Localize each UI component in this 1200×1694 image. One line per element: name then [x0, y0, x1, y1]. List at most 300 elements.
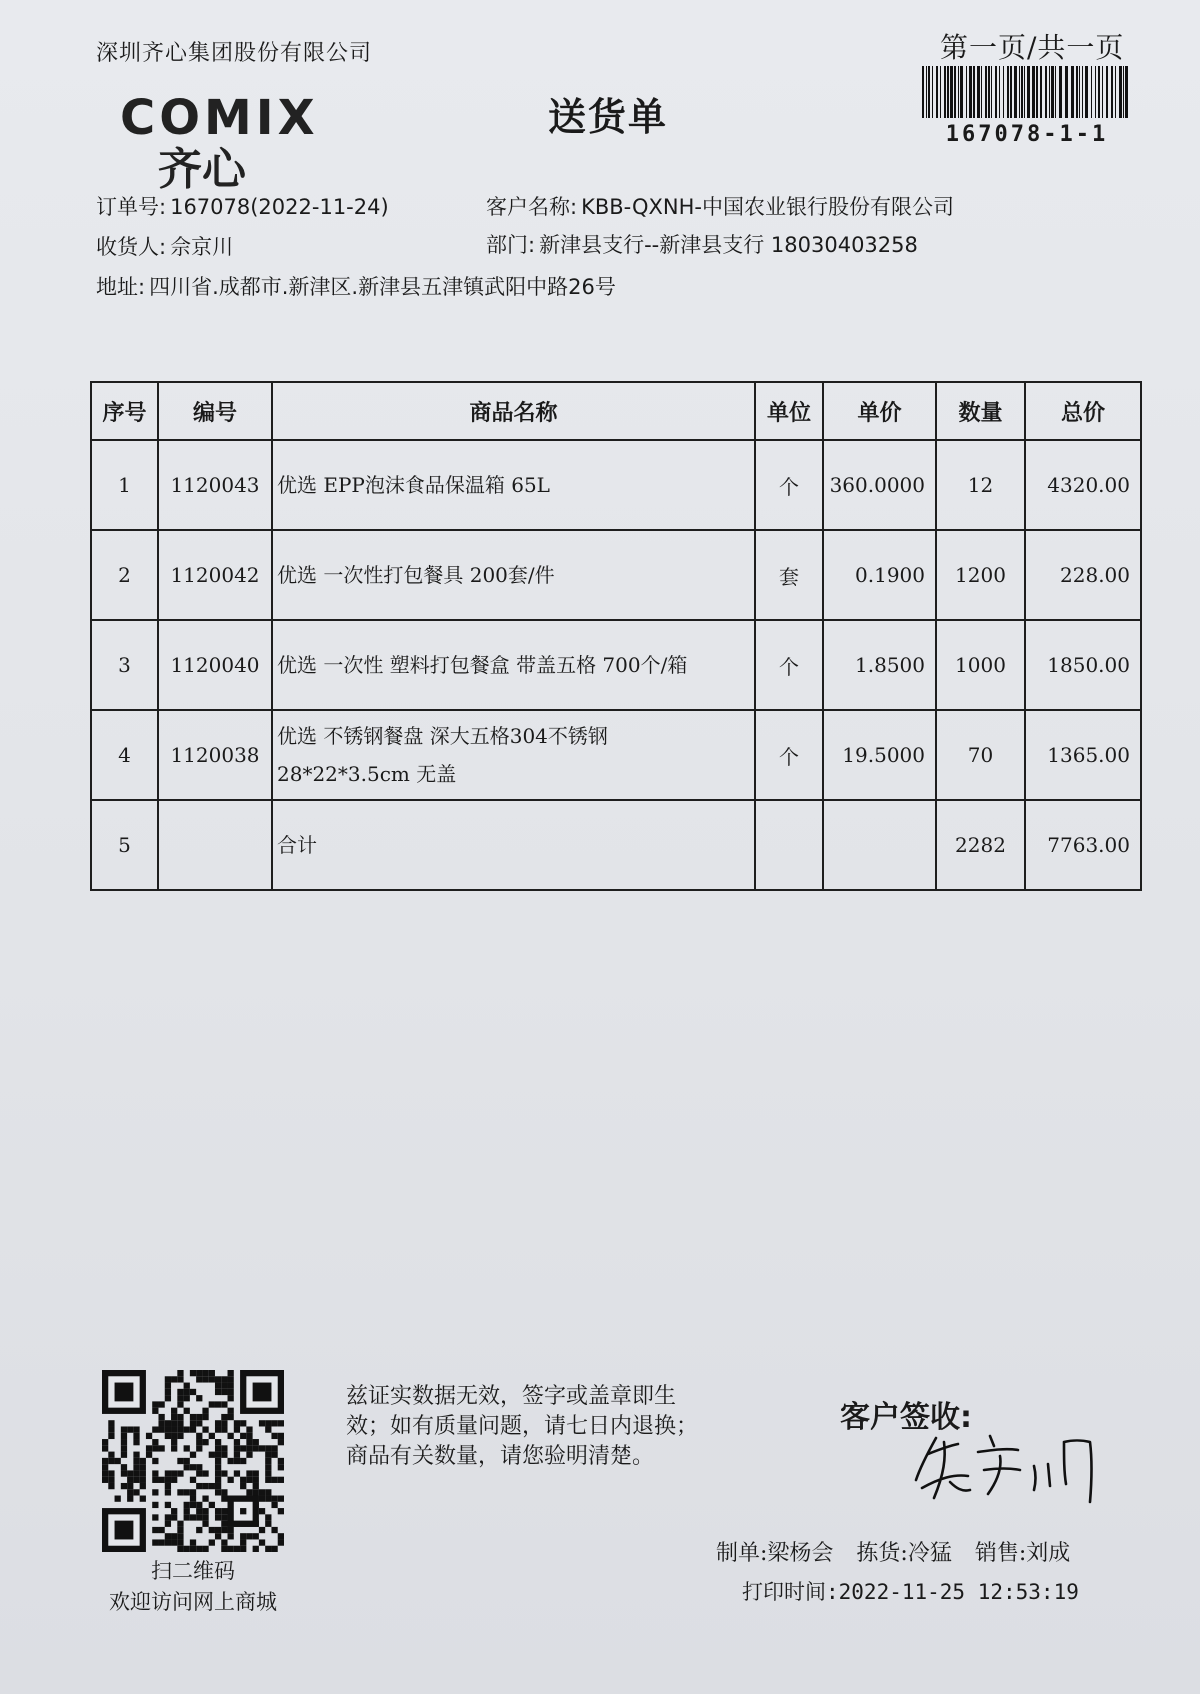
- qr-module: [234, 1445, 240, 1451]
- qr-module: [259, 1527, 265, 1533]
- qr-module: [246, 1470, 252, 1476]
- qr-module: [265, 1470, 271, 1476]
- barcode-bar: [922, 66, 924, 118]
- receiver-label: 收货人:: [96, 235, 167, 259]
- qr-module: [177, 1533, 183, 1539]
- cell-qty: 70: [936, 710, 1025, 800]
- qr-module: [221, 1514, 227, 1520]
- cell-unit: 套: [755, 530, 823, 620]
- qr-module: [165, 1470, 171, 1476]
- qr-module: [221, 1401, 227, 1407]
- qr-module: [228, 1383, 234, 1389]
- qr-module: [265, 1514, 271, 1520]
- qr-module: [209, 1433, 215, 1439]
- qr-module: [221, 1489, 227, 1495]
- qr-module: [271, 1445, 277, 1451]
- qr-module: [215, 1464, 221, 1470]
- qr-module: [165, 1389, 171, 1395]
- company-name: 深圳齐心集团股份有限公司: [96, 41, 373, 66]
- cell-total: 1365.00: [1025, 710, 1141, 800]
- barcode-bar: [1091, 66, 1092, 118]
- qr-module: [165, 1521, 171, 1527]
- qr-module: [234, 1452, 240, 1458]
- qr-module: [140, 1464, 146, 1470]
- notice-line: 商品有关数量，请您验明清楚。: [346, 1444, 655, 1469]
- qr-module: [253, 1445, 259, 1451]
- qr-module: [171, 1539, 177, 1545]
- qr-module: [215, 1533, 221, 1539]
- qr-module: [108, 1477, 114, 1483]
- cell-price: 1.8500: [823, 620, 936, 710]
- qr-module: [133, 1433, 139, 1439]
- qr-module: [278, 1533, 284, 1539]
- cell-seq: 3: [91, 620, 158, 710]
- cell-total: 4320.00: [1025, 440, 1141, 530]
- qr-module: [265, 1445, 271, 1451]
- qr-module: [228, 1527, 234, 1533]
- barcode-bar: [926, 66, 927, 118]
- barcode-bar: [969, 66, 972, 118]
- barcode-bar: [985, 66, 987, 118]
- qr-module: [102, 1439, 108, 1445]
- picker-text: 拣货:冷猛: [856, 1541, 952, 1566]
- qr-module: [234, 1458, 240, 1464]
- barcode-bar: [936, 66, 938, 118]
- qr-module: [196, 1502, 202, 1508]
- cell-unit: 个: [755, 440, 823, 530]
- barcode-bar: [1010, 66, 1012, 118]
- qr-module: [115, 1521, 134, 1540]
- qr-module: [215, 1445, 221, 1451]
- qr-module: [177, 1414, 183, 1420]
- qr-module: [202, 1376, 208, 1382]
- cell-price: [823, 800, 936, 890]
- qr-module: [184, 1389, 190, 1395]
- cell-code: 1120042: [158, 530, 272, 620]
- sales-text: 销售:刘成: [974, 1541, 1071, 1566]
- qr-module: [246, 1477, 252, 1483]
- qr-module: [240, 1508, 246, 1514]
- qr-module: [209, 1370, 215, 1376]
- address: [96, 271, 616, 301]
- barcode-bar: [981, 66, 982, 118]
- qr-module: [278, 1433, 284, 1439]
- qr-module: [202, 1508, 208, 1514]
- barcode-bar: [1014, 66, 1017, 118]
- qr-module: [240, 1477, 246, 1483]
- qr-module: [253, 1483, 259, 1489]
- barcode-bar: [1036, 66, 1038, 118]
- barcode-bar: [977, 66, 980, 118]
- cell-name-line1: 优选 不锈钢餐盘 深大五格304不锈钢: [277, 724, 608, 748]
- qr-module: [196, 1439, 202, 1445]
- qr-module: [171, 1470, 177, 1476]
- qr-module: [259, 1508, 265, 1514]
- qr-module: [259, 1489, 265, 1495]
- qr-module: [271, 1420, 277, 1426]
- qr-module: [177, 1546, 183, 1552]
- qr-module: [171, 1376, 177, 1382]
- qr-module: [184, 1546, 190, 1552]
- barcode-bar: [1085, 66, 1088, 118]
- header-qty: 数量: [936, 382, 1025, 440]
- items-table: [90, 381, 1142, 891]
- cell-name-line1: 优选 一次性 塑料打包餐盒 带盖五格 700个/箱: [277, 653, 688, 677]
- cell-price: 360.0000: [823, 440, 936, 530]
- qr-module: [234, 1426, 240, 1432]
- cell-unit: 个: [755, 620, 823, 710]
- qr-module: [228, 1533, 234, 1539]
- qr-module: [121, 1464, 127, 1470]
- qr-module: [271, 1502, 277, 1508]
- barcode-bar: [1032, 66, 1035, 118]
- qr-module: [234, 1470, 240, 1476]
- qr-module: [265, 1426, 271, 1432]
- qr-module: [221, 1445, 227, 1451]
- cell-name: [272, 440, 755, 530]
- qr-module: [253, 1470, 259, 1476]
- qr-module: [177, 1370, 183, 1376]
- qr-module: [177, 1420, 183, 1426]
- qr-module: [165, 1483, 171, 1489]
- qr-module: [171, 1414, 177, 1420]
- qr-module: [152, 1408, 158, 1414]
- qr-module: [228, 1370, 234, 1376]
- qr-module: [215, 1376, 221, 1382]
- qr-module: [177, 1401, 183, 1407]
- cell-code: [158, 800, 272, 890]
- qr-module: [165, 1533, 171, 1539]
- qr-module: [202, 1426, 208, 1432]
- qr-module: [271, 1433, 277, 1439]
- qr-module: [215, 1439, 221, 1445]
- qr-module: [165, 1433, 171, 1439]
- qr-module: [165, 1489, 171, 1495]
- qr-module: [121, 1452, 127, 1458]
- qr-module: [215, 1401, 221, 1407]
- qr-module: [221, 1539, 227, 1545]
- qr-module: [265, 1489, 271, 1495]
- qr-module: [215, 1489, 221, 1495]
- barcode-bar: [1115, 66, 1116, 118]
- qr-module: [190, 1546, 196, 1552]
- barcode-bar: [1021, 66, 1023, 118]
- qr-module: [221, 1420, 227, 1426]
- qr-module: [221, 1376, 227, 1382]
- qr-module: [152, 1445, 158, 1451]
- barcode-bar: [928, 66, 930, 118]
- qr-module: [133, 1477, 139, 1483]
- barcode-bar: [947, 66, 949, 118]
- qr-module: [171, 1514, 177, 1520]
- qr-module: [196, 1514, 202, 1520]
- qr-module: [234, 1546, 240, 1552]
- qr-module: [158, 1445, 164, 1451]
- qr-module: [146, 1433, 152, 1439]
- table-row: [91, 620, 1141, 710]
- table-row: [91, 440, 1141, 530]
- qr-module: [215, 1383, 221, 1389]
- qr-module: [108, 1452, 114, 1458]
- cell-name: [272, 800, 755, 890]
- qr-module: [184, 1426, 190, 1432]
- qr-module: [115, 1383, 134, 1402]
- barcode-image: [920, 66, 1134, 118]
- header-code: 编号: [158, 382, 272, 440]
- qr-module: [190, 1414, 196, 1420]
- qr-module: [190, 1539, 196, 1545]
- qr-module: [184, 1445, 190, 1451]
- qr-module: [140, 1477, 146, 1483]
- qr-module: [265, 1521, 271, 1527]
- qr-module: [246, 1489, 252, 1495]
- qr-module: [152, 1527, 158, 1533]
- qr-module: [158, 1539, 164, 1545]
- qr-module: [158, 1414, 164, 1420]
- qr-caption-line1: 扫二维码: [151, 1559, 235, 1583]
- qr-module: [228, 1395, 234, 1401]
- qr-module: [184, 1489, 190, 1495]
- barcode-bar: [932, 66, 933, 118]
- cell-qty: 12: [936, 440, 1025, 530]
- qr-module: [171, 1439, 177, 1445]
- qr-module: [152, 1539, 158, 1545]
- qr-module: [228, 1433, 234, 1439]
- qr-module: [196, 1445, 202, 1451]
- table-header-row: [91, 382, 1141, 440]
- qr-module: [259, 1420, 265, 1426]
- cell-unit: [755, 800, 823, 890]
- barcode-bar: [995, 66, 997, 118]
- cell-price: 19.5000: [823, 710, 936, 800]
- customer-sign-label: 客户签收:: [840, 1400, 972, 1435]
- qr-module: [127, 1477, 133, 1483]
- qr-module: [102, 1470, 108, 1476]
- qr-module: [133, 1426, 139, 1432]
- cell-code: 1120040: [158, 620, 272, 710]
- qr-module: [209, 1483, 215, 1489]
- qr-module: [184, 1395, 190, 1401]
- qr-module: [190, 1452, 196, 1458]
- barcode-bar: [966, 66, 967, 118]
- qr-module: [158, 1426, 164, 1432]
- qr-module: [171, 1508, 177, 1514]
- qr-module: [196, 1376, 202, 1382]
- cell-qty: 1200: [936, 530, 1025, 620]
- qr-module: [127, 1496, 133, 1502]
- qr-module: [202, 1514, 208, 1520]
- qr-module: [215, 1483, 221, 1489]
- qr-module: [184, 1383, 190, 1389]
- qr-module: [184, 1514, 190, 1520]
- qr-module: [271, 1452, 277, 1458]
- qr-module: [152, 1502, 158, 1508]
- qr-module: [158, 1401, 164, 1407]
- cell-seq: 2: [91, 530, 158, 620]
- barcode-bar: [1003, 66, 1004, 118]
- qr-module: [152, 1477, 158, 1483]
- cell-unit: 个: [755, 710, 823, 800]
- qr-module: [171, 1445, 177, 1451]
- qr-module: [271, 1477, 277, 1483]
- qr-module: [253, 1439, 259, 1445]
- qr-module: [253, 1383, 272, 1402]
- qr-module: [152, 1439, 158, 1445]
- address-label: 地址:: [96, 275, 146, 299]
- barcode-bar: [1019, 66, 1020, 118]
- qr-module: [221, 1496, 227, 1502]
- barcode-bar: [958, 66, 959, 118]
- qr-module: [271, 1546, 277, 1552]
- qr-module: [209, 1502, 215, 1508]
- comix-logo: [118, 90, 358, 190]
- barcode-bar: [988, 66, 990, 118]
- qr-module: [102, 1458, 108, 1464]
- qr-module: [215, 1508, 221, 1514]
- qr-module: [165, 1426, 171, 1432]
- barcode-bar: [1123, 66, 1124, 118]
- header-seq: 序号: [91, 382, 158, 440]
- qr-caption: [84, 1556, 302, 1618]
- qr-module: [196, 1395, 202, 1401]
- customer-name: [486, 191, 954, 221]
- qr-module: [265, 1464, 271, 1470]
- qr-module: [202, 1483, 208, 1489]
- qr-module: [253, 1533, 259, 1539]
- qr-module: [184, 1464, 190, 1470]
- qr-module: [228, 1458, 234, 1464]
- qr-module: [165, 1514, 171, 1520]
- cell-name: [272, 530, 755, 620]
- qr-module: [259, 1539, 265, 1545]
- qr-module: [190, 1489, 196, 1495]
- qr-module: [140, 1470, 146, 1476]
- qr-module: [177, 1376, 183, 1382]
- barcode-bar: [1095, 66, 1096, 118]
- qr-module: [259, 1496, 265, 1502]
- header-price: 单价: [823, 382, 936, 440]
- document-title: 送货单: [548, 95, 669, 139]
- qr-module: [215, 1527, 221, 1533]
- qr-module: [202, 1414, 208, 1420]
- qr-module: [102, 1445, 108, 1451]
- qr-module: [190, 1502, 196, 1508]
- qr-module: [165, 1383, 171, 1389]
- qr-module: [196, 1470, 202, 1476]
- qr-module: [171, 1426, 177, 1432]
- qr-module: [190, 1370, 196, 1376]
- receiver-value: 佘京川: [170, 235, 234, 259]
- qr-module: [133, 1452, 139, 1458]
- qr-module: [221, 1470, 227, 1476]
- qr-module: [133, 1489, 139, 1495]
- cell-code: 1120038: [158, 710, 272, 800]
- qr-module: [177, 1539, 183, 1545]
- qr-module: [246, 1452, 252, 1458]
- customer-value: KBB-QXNH-中国农业银行股份有限公司: [581, 195, 955, 219]
- barcode-bar: [1071, 66, 1074, 118]
- barcode-bar: [1024, 66, 1025, 118]
- qr-module: [202, 1470, 208, 1476]
- qr-module: [278, 1508, 284, 1514]
- cell-total: 7763.00: [1025, 800, 1141, 890]
- qr-module: [140, 1458, 146, 1464]
- qr-module: [209, 1539, 215, 1545]
- qr-module: [133, 1458, 139, 1464]
- cell-name: [272, 710, 755, 800]
- barcode-bar: [940, 66, 941, 118]
- cell-qty: 1000: [936, 620, 1025, 710]
- qr-module: [221, 1426, 227, 1432]
- qr-module: [228, 1408, 234, 1414]
- qr-module: [177, 1389, 183, 1395]
- barcode-bar: [1045, 66, 1047, 118]
- qr-module: [177, 1470, 183, 1476]
- qr-module: [265, 1477, 271, 1483]
- qr-module: [240, 1546, 246, 1552]
- qr-module: [158, 1420, 164, 1426]
- qr-module: [215, 1477, 221, 1483]
- order-number-label: 订单号:: [96, 195, 167, 219]
- qr-module: [278, 1464, 284, 1470]
- order-number-value: 167078(2022-11-24): [170, 195, 389, 219]
- qr-module: [171, 1533, 177, 1539]
- qr-module: [228, 1414, 234, 1420]
- qr-module: [246, 1426, 252, 1432]
- address-value: 四川省.成都市.新津区.新津县五津镇武阳中路26号: [149, 275, 616, 299]
- barcode-bar: [944, 66, 946, 118]
- qr-module: [271, 1527, 277, 1533]
- qr-module: [152, 1514, 158, 1520]
- qr-module: [146, 1445, 152, 1451]
- qr-module: [228, 1546, 234, 1552]
- qr-module: [133, 1439, 139, 1445]
- table-row-total: [91, 800, 1141, 890]
- qr-module: [108, 1483, 114, 1489]
- barcode-bar: [960, 66, 963, 118]
- department: [486, 229, 918, 259]
- barcode-bar: [1106, 66, 1108, 118]
- qr-module: [259, 1445, 265, 1451]
- qr-module: [108, 1470, 114, 1476]
- barcode-bar: [1040, 66, 1042, 118]
- qr-module: [221, 1389, 227, 1395]
- qr-module: [246, 1439, 252, 1445]
- qr-module: [121, 1483, 127, 1489]
- qr-module: [184, 1408, 190, 1414]
- table-row: [91, 530, 1141, 620]
- barcode-bar: [1079, 66, 1080, 118]
- cell-name: [272, 620, 755, 710]
- qr-module: [133, 1470, 139, 1476]
- qr-module: [190, 1464, 196, 1470]
- cell-seq: 5: [91, 800, 158, 890]
- qr-module: [190, 1496, 196, 1502]
- maker-text: 制单:梁杨会: [716, 1541, 834, 1566]
- barcode-bar: [1027, 66, 1030, 118]
- qr-module: [177, 1458, 183, 1464]
- cell-name-line1: 合计: [277, 833, 317, 857]
- qr-module: [121, 1433, 127, 1439]
- qr-module: [246, 1433, 252, 1439]
- logo-text-en: COMIX: [120, 90, 319, 146]
- cell-total: 1850.00: [1025, 620, 1141, 710]
- qr-module: [278, 1420, 284, 1426]
- qr-module: [146, 1452, 152, 1458]
- qr-module: [240, 1445, 246, 1451]
- qr-module: [202, 1370, 208, 1376]
- qr-module: [165, 1376, 171, 1382]
